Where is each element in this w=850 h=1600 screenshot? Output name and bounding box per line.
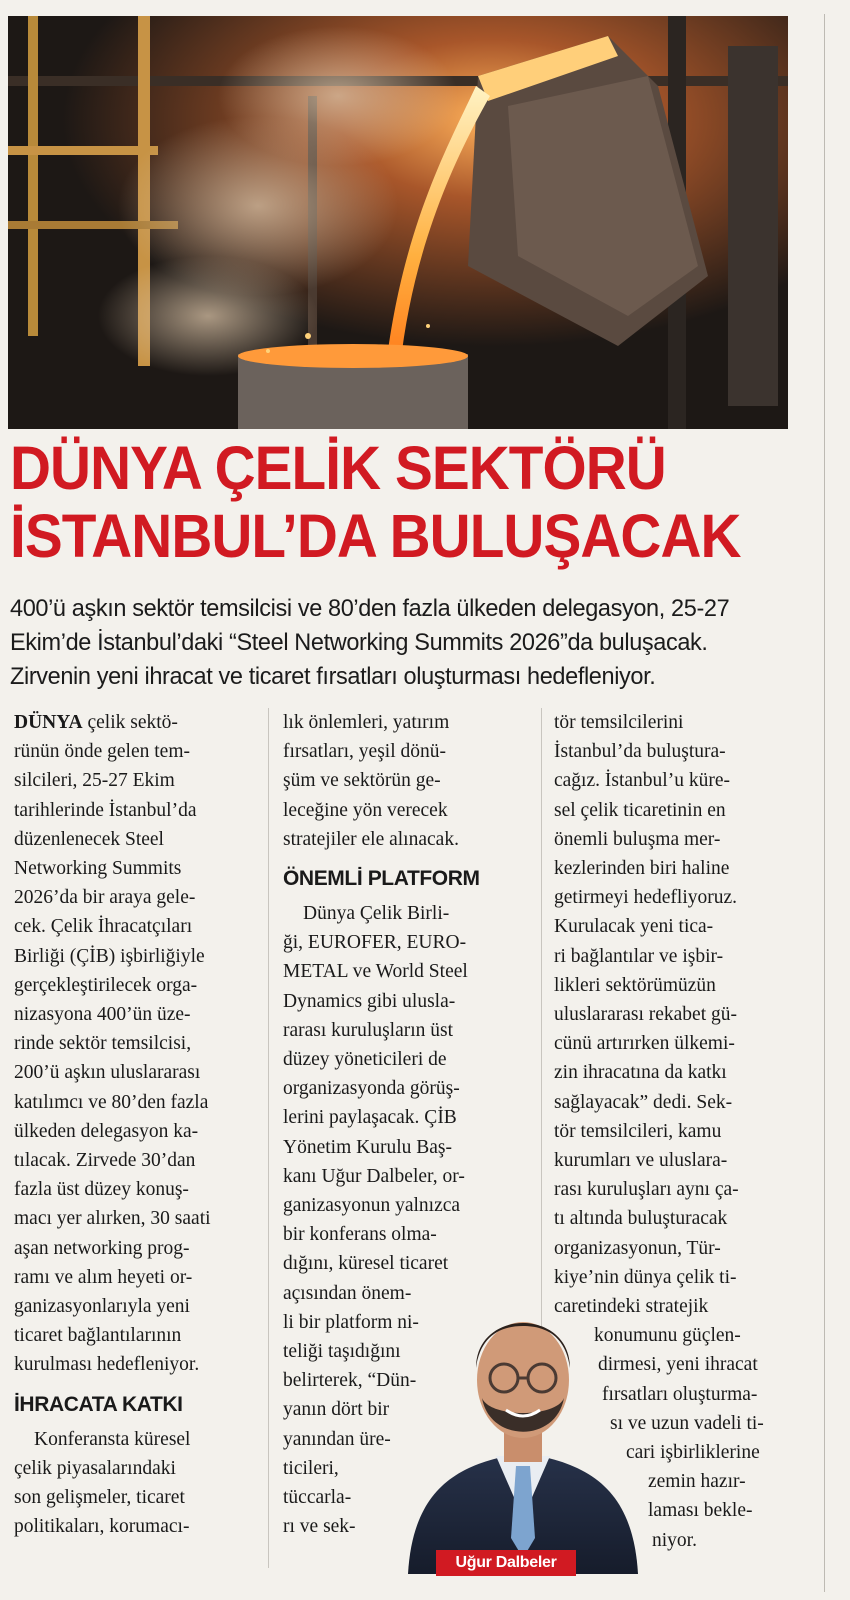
body-line: caretindeki stratejik (554, 1296, 709, 1318)
body-line: katılımcı ve 80’den fazla (14, 1091, 209, 1113)
body-line: fazla üst düzey konuş- (14, 1179, 189, 1201)
body-line: bir konferans olma- (283, 1224, 437, 1246)
subhead-ihracata-katki: İHRACATA KATKI (14, 1392, 183, 1416)
body-line: cari işbirliklerine (626, 1442, 760, 1464)
body-line: dığını, küresel ticaret (283, 1253, 449, 1275)
body-line: gerçekleştirilecek orga- (14, 974, 198, 996)
body-line: kanı Uğur Dalbeler, or- (283, 1165, 465, 1187)
body-line: kurumları ve uluslara- (554, 1150, 728, 1172)
body-line: sı ve uzun vadeli ti- (610, 1412, 764, 1434)
body-line: lık önlemleri, yatırım (283, 712, 450, 733)
subhead-onemli-platform: ÖNEMLİ PLATFORM (283, 867, 480, 891)
body-line: dirmesi, yeni ihracat (598, 1354, 758, 1376)
body-line: rinde sektör temsilcisi, (14, 1033, 192, 1055)
body-line: politikaları, korumacı- (14, 1516, 190, 1538)
body-line: stratejiler ele alınacak. (283, 828, 459, 850)
body-line: zin ihracatına da katkı (554, 1062, 727, 1084)
body-line: rı ve sek- (283, 1516, 356, 1538)
body-line: rası kuruluşları aynı ça- (554, 1179, 739, 1201)
body-line: son gelişmeler, ticaret (14, 1487, 185, 1509)
molten-steel-photo (8, 16, 788, 429)
lead-line-2: Ekim’de İstanbul’daki “Steel Networking Summits 2026”da buluşacak. (10, 629, 708, 656)
body-line: ganizasyonun yalnızca (283, 1195, 461, 1217)
body-column-1 (14, 708, 254, 1541)
lead-line-1: 400’ü aşkın sektör temsilcisi ve 80’den fazla ülkeden delegasyon, 25-27 (10, 595, 730, 622)
body-line: fırsatları, yeşil dönü- (283, 741, 446, 763)
body-line: 200’ü aşkın uluslararası (14, 1062, 201, 1084)
body-line: yanından üre- (283, 1428, 391, 1450)
body-line: zemin hazır- (648, 1471, 746, 1493)
body-line: kiye’nin dünya çelik ti- (554, 1266, 737, 1288)
body-line: tör temsilcilerini (554, 712, 684, 733)
lead-word: DÜNYA (14, 712, 83, 733)
body-line: ülkeden delegasyon ka- (14, 1120, 199, 1142)
body-line: silcileri, 25-27 Ekim (14, 770, 175, 792)
body-line: nizasyona 400’ün üze- (14, 1004, 191, 1026)
body-line: rarası kuruluşların üst (283, 1019, 454, 1041)
body-line: ticileri, (283, 1457, 339, 1479)
body-line: lerini paylaşacak. ÇİB (283, 1107, 457, 1129)
body-line: yanın dört bir (283, 1399, 390, 1421)
body-line: kurulması hedefleniyor. (14, 1354, 200, 1376)
headline-line-2: İSTANBUL’DA BULUŞACAK (10, 502, 741, 570)
body-line: li bir platform ni- (283, 1311, 419, 1333)
body-line: Kurulacak yeni tica- (554, 916, 714, 938)
body-line: ticaret bağlantılarının (14, 1325, 182, 1347)
headline (10, 434, 745, 570)
body-line: sel çelik ticaretinin en (554, 799, 726, 821)
body-line: İstanbul’da buluştura- (554, 741, 726, 763)
body-line: niyor. (652, 1529, 697, 1551)
body-line: uluslararası rekabet gü- (554, 1004, 738, 1026)
portrait-photo (398, 1268, 648, 1574)
body-line: tüccarla- (283, 1487, 352, 1509)
body-line: getirmeyi hedefliyoruz. (554, 887, 738, 909)
body-line: tarihlerinde İstanbul’da (14, 799, 197, 821)
body-line: METAL ve World Steel (283, 961, 468, 983)
body-line: ganizasyonlarıyla yeni (14, 1296, 190, 1318)
body-line: laması bekle- (648, 1500, 753, 1522)
body-line: cek. Çelik İhracatçıları (14, 916, 193, 938)
lead-line-3: Zirvenin yeni ihracat ve ticaret fırsatları oluşturması hedefleniyor. (10, 663, 656, 690)
body-line: aşan networking prog- (14, 1237, 190, 1259)
body-line: Networking Summits (14, 858, 182, 880)
body-line: tılacak. Zirvede 30’dan (14, 1150, 196, 1172)
body-line: Birliği (ÇİB) işbirliğiyle (14, 945, 205, 967)
body-line: Dynamics gibi ulusla- (283, 990, 456, 1012)
body-line: macı yer alırken, 30 saati (14, 1208, 211, 1230)
body-line: cünü artırırken ülkemi- (554, 1033, 735, 1055)
body-line: teliği taşıdığını (283, 1341, 401, 1363)
body-line: ramı ve alım heyeti or- (14, 1266, 193, 1288)
body-line (14, 708, 254, 737)
body-line: likleri sektörümüzün (554, 974, 716, 996)
body-line: sağlayacak” dedi. Sek- (554, 1091, 733, 1113)
photo-caption: Uğur Dalbeler (436, 1550, 576, 1576)
body-line: açısından önem- (283, 1282, 412, 1304)
body-text: çelik sektö- (82, 712, 178, 733)
body-line: kezlerinden biri haline (554, 858, 730, 880)
body-line: ği, EUROFER, EURO- (283, 932, 467, 954)
body-line: önemli buluşma mer- (554, 828, 721, 850)
body-line: Konferansta küresel (34, 1428, 191, 1450)
body-line: düzey yöneticileri de (283, 1049, 447, 1071)
body-line: rünün önde gelen tem- (14, 741, 190, 763)
body-line: tı altında buluşturacak (554, 1208, 728, 1230)
body-line: cağız. İstanbul’u küre- (554, 770, 730, 792)
body-line: belirterek, “Dün- (283, 1370, 417, 1392)
portrait-icon (398, 1268, 648, 1574)
body-line: düzenlenecek Steel (14, 828, 164, 850)
lead-paragraph (10, 592, 778, 694)
body-line: tör temsilcileri, kamu (554, 1120, 722, 1142)
body-line: ri bağlantılar ve işbir- (554, 945, 724, 967)
body-line: çelik piyasalarındaki (14, 1457, 176, 1479)
body-line: Dünya Çelik Birli- (303, 903, 450, 925)
body-line: leceğine yön verecek (283, 799, 448, 821)
body-line: şüm ve sektörün ge- (283, 770, 441, 792)
body-line: fırsatları oluşturma- (602, 1383, 758, 1405)
body-line: Yönetim Kurulu Baş- (283, 1136, 452, 1158)
column-divider (268, 708, 269, 1568)
body-line: organizasyonda görüş- (283, 1078, 460, 1100)
body-line: 2026’da bir araya gele- (14, 887, 196, 909)
headline-line-1: DÜNYA ÇELİK SEKTÖRÜ (10, 434, 666, 502)
body-line: organizasyonun, Tür- (554, 1237, 721, 1259)
body-line: konumunu güçlen- (594, 1325, 741, 1347)
molten-steel-pouring-icon (8, 16, 788, 429)
